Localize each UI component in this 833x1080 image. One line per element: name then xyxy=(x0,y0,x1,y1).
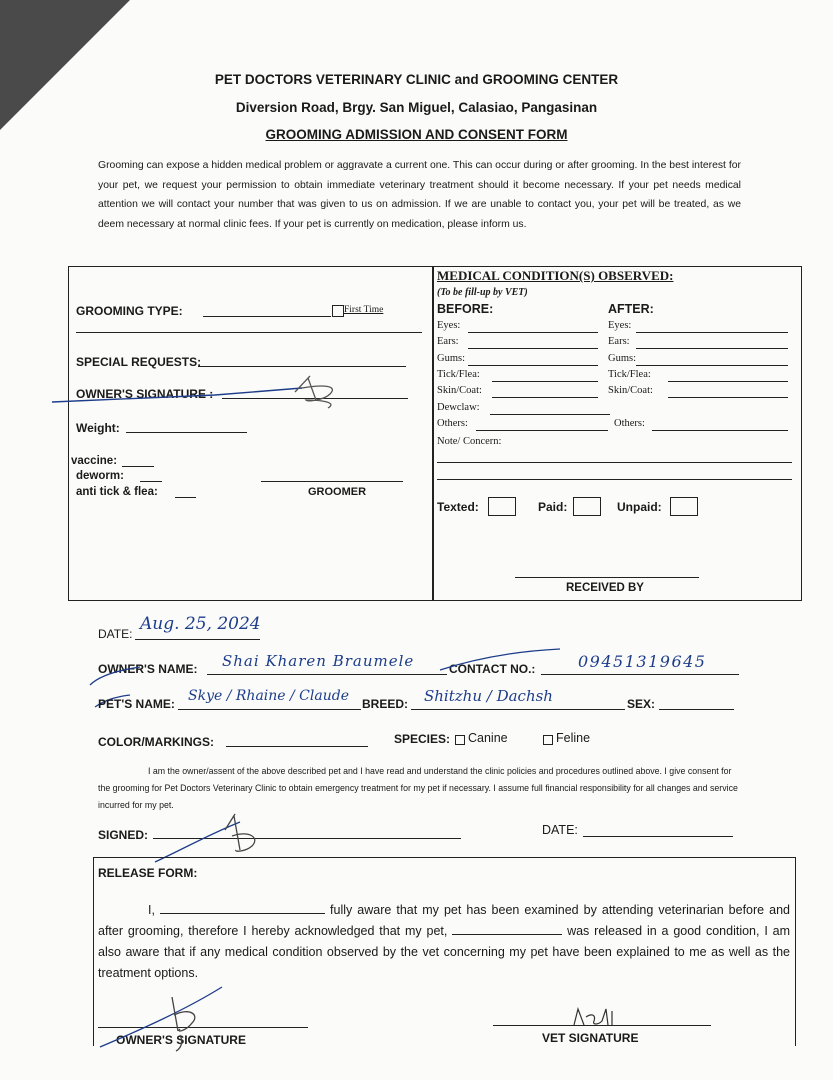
before-field-label: Tick/Flea: xyxy=(437,368,480,380)
paid-label: Paid: xyxy=(538,500,568,514)
name-underline-strokes xyxy=(80,645,580,725)
before-field-input[interactable] xyxy=(490,414,610,415)
before-field-label: Ears: xyxy=(437,336,459,348)
before-field-input[interactable] xyxy=(492,381,598,382)
after-field-input[interactable] xyxy=(652,430,788,431)
canine-checkbox[interactable] xyxy=(455,735,465,745)
signed-label: SIGNED: xyxy=(98,828,149,842)
breed-field[interactable] xyxy=(411,709,625,710)
intro-paragraph: Grooming can expose a hidden medical problem or aggravate a current one. This can occur during or after grooming. In the best interest for your pet, we request your permission to obtain immediate veterinary treatment should it become necessary. If your pet needs medical attention we will contact your number that was given to us on admission. If we are unable to contact you, your pet will be treated, as we deem necessary at normal clinic fees. If your pet is currently on medication, please inform us. xyxy=(98,160,741,230)
first-time-checkbox[interactable] xyxy=(332,305,344,317)
date-value: Aug. 25, 2024 xyxy=(140,614,261,634)
before-field-input[interactable] xyxy=(468,332,598,333)
before-field-label: Others: xyxy=(437,417,468,429)
texted-checkbox[interactable] xyxy=(488,497,516,516)
groomer-label: GROOMER xyxy=(308,486,367,498)
unpaid-checkbox[interactable] xyxy=(670,497,698,516)
signed-date-label: DATE: xyxy=(542,823,578,837)
color-markings-label: COLOR/MARKINGS: xyxy=(98,735,214,749)
feline-checkbox[interactable] xyxy=(543,735,553,745)
note-line-2[interactable] xyxy=(437,479,792,480)
after-field-input[interactable] xyxy=(668,381,788,382)
special-requests-label: SPECIAL REQUESTS: xyxy=(76,355,202,369)
vet-signature-label: VET SIGNATURE xyxy=(542,1031,639,1045)
date-label: DATE: xyxy=(98,627,133,641)
owner-signature-label: OWNER'S SIGNATURE : xyxy=(76,387,214,401)
sex-field[interactable] xyxy=(659,709,734,710)
unpaid-label: Unpaid: xyxy=(617,500,662,514)
release-owner-name-field[interactable] xyxy=(160,913,325,914)
texted-label: Texted: xyxy=(437,500,479,514)
before-field-input[interactable] xyxy=(492,397,598,398)
after-field-label: Others: xyxy=(614,417,645,429)
vet-signature-scribble xyxy=(570,1005,630,1029)
after-field-label: Ears: xyxy=(608,336,630,348)
after-field-label: Skin/Coat: xyxy=(608,385,653,397)
special-requests-field[interactable] xyxy=(198,366,406,367)
release-paragraph xyxy=(98,900,790,984)
groomer-field[interactable] xyxy=(261,481,403,482)
release-title: RELEASE FORM: xyxy=(98,866,198,880)
before-field-label: Gums: xyxy=(437,352,466,364)
signed-date-field[interactable] xyxy=(583,836,733,837)
pet-name-value: Skye / Rhaine / Claude xyxy=(188,688,349,704)
first-time-label: First Time xyxy=(344,305,384,315)
after-field-input[interactable] xyxy=(636,332,788,333)
deworm-label: deworm: xyxy=(76,470,124,482)
anti-tick-label: anti tick & flea: xyxy=(76,486,158,498)
species-label: SPECIES: xyxy=(394,732,451,746)
received-by-field[interactable] xyxy=(515,577,699,578)
weight-field[interactable] xyxy=(126,432,247,433)
clinic-address: Diversion Road, Brgy. San Miguel, Calasiao, Pangasinan xyxy=(235,100,598,115)
deworm-field[interactable] xyxy=(140,481,162,482)
date-field[interactable] xyxy=(135,639,260,640)
before-field-label: Dewclaw: xyxy=(437,401,480,413)
before-field-label: Skin/Coat: xyxy=(437,385,482,397)
contact-value: 09451319645 xyxy=(578,652,707,671)
contact-label: CONTACT NO.: xyxy=(449,662,536,676)
before-field-label: Eyes: xyxy=(437,320,461,331)
before-label: BEFORE: xyxy=(437,302,494,316)
note-label: Note/ Concern: xyxy=(437,436,502,447)
grooming-type-label: GROOMING TYPE: xyxy=(76,304,183,318)
release-text-2: fully aware that my pet has been examined by attending veterinarian before and after grooming, therefore I hereby acknowledged that my pet, xyxy=(98,903,791,938)
after-field-input[interactable] xyxy=(636,348,788,349)
clinic-name: PET DOCTORS VETERINARY CLINIC and GROOMING CENTER xyxy=(214,72,619,87)
owner-name-value: Shai Kharen Braumele xyxy=(222,652,415,670)
owner-signature-scribble xyxy=(40,370,360,410)
before-field-input[interactable] xyxy=(468,348,598,349)
release-text-3: was released in a good condition, I am also aware that if any medical condition observed by the vet concerning my pet have been explained to me as well as the treatment options. xyxy=(98,924,791,980)
sex-label: SEX: xyxy=(627,697,656,711)
breed-value: Shitzhu / Dachsh xyxy=(424,687,553,705)
box-divider xyxy=(432,266,434,601)
after-label: AFTER: xyxy=(608,302,654,316)
vaccine-field[interactable] xyxy=(122,466,154,467)
release-text-1: I, xyxy=(148,903,155,917)
anti-tick-field[interactable] xyxy=(175,497,196,498)
after-field-label: Gums: xyxy=(608,352,637,364)
canine-label: Canine xyxy=(468,731,508,745)
owner-name-label: OWNER'S NAME: xyxy=(98,662,198,676)
color-markings-field[interactable] xyxy=(226,746,368,747)
before-field-input[interactable] xyxy=(476,430,608,431)
release-owner-signature-label: OWNER'S SIGNATURE xyxy=(116,1033,246,1047)
medical-subtitle: (To be fill-up by VET) xyxy=(437,287,528,298)
after-field-label: Tick/Flea: xyxy=(608,368,651,380)
after-field-input[interactable] xyxy=(668,397,788,398)
form-title: GROOMING ADMISSION AND CONSENT FORM xyxy=(265,127,568,142)
after-field-label: Eyes: xyxy=(608,320,632,331)
received-by-label: RECEIVED BY xyxy=(566,582,644,594)
consent-paragraph: I am the owner/assent of the above described pet and I have read and understand the clinic policies and procedures outlined above. I give consent for the grooming for Pet Doctors Veterinary Clinic to obtain emergency treatment for my pet if necessary. I assume full financial responsibility for all changes and service incurred for my pet. xyxy=(98,766,738,810)
grooming-type-field[interactable] xyxy=(203,316,331,317)
grooming-type-line-2[interactable] xyxy=(76,332,422,333)
after-field-input[interactable] xyxy=(636,365,788,366)
release-pet-name-field[interactable] xyxy=(452,934,562,935)
note-line-1[interactable] xyxy=(437,462,792,463)
vaccine-label: vaccine: xyxy=(71,455,118,467)
release-owner-scribble xyxy=(100,985,240,1055)
breed-label: BREED: xyxy=(362,697,409,711)
pet-name-field[interactable] xyxy=(178,709,361,710)
before-field-input[interactable] xyxy=(468,365,598,366)
weight-label: Weight: xyxy=(76,421,120,435)
pet-name-label: PET'S NAME: xyxy=(98,697,175,711)
paid-checkbox[interactable] xyxy=(573,497,601,516)
medical-title: MEDICAL CONDITION(S) OBSERVED: xyxy=(437,268,674,283)
feline-label: Feline xyxy=(556,731,591,745)
